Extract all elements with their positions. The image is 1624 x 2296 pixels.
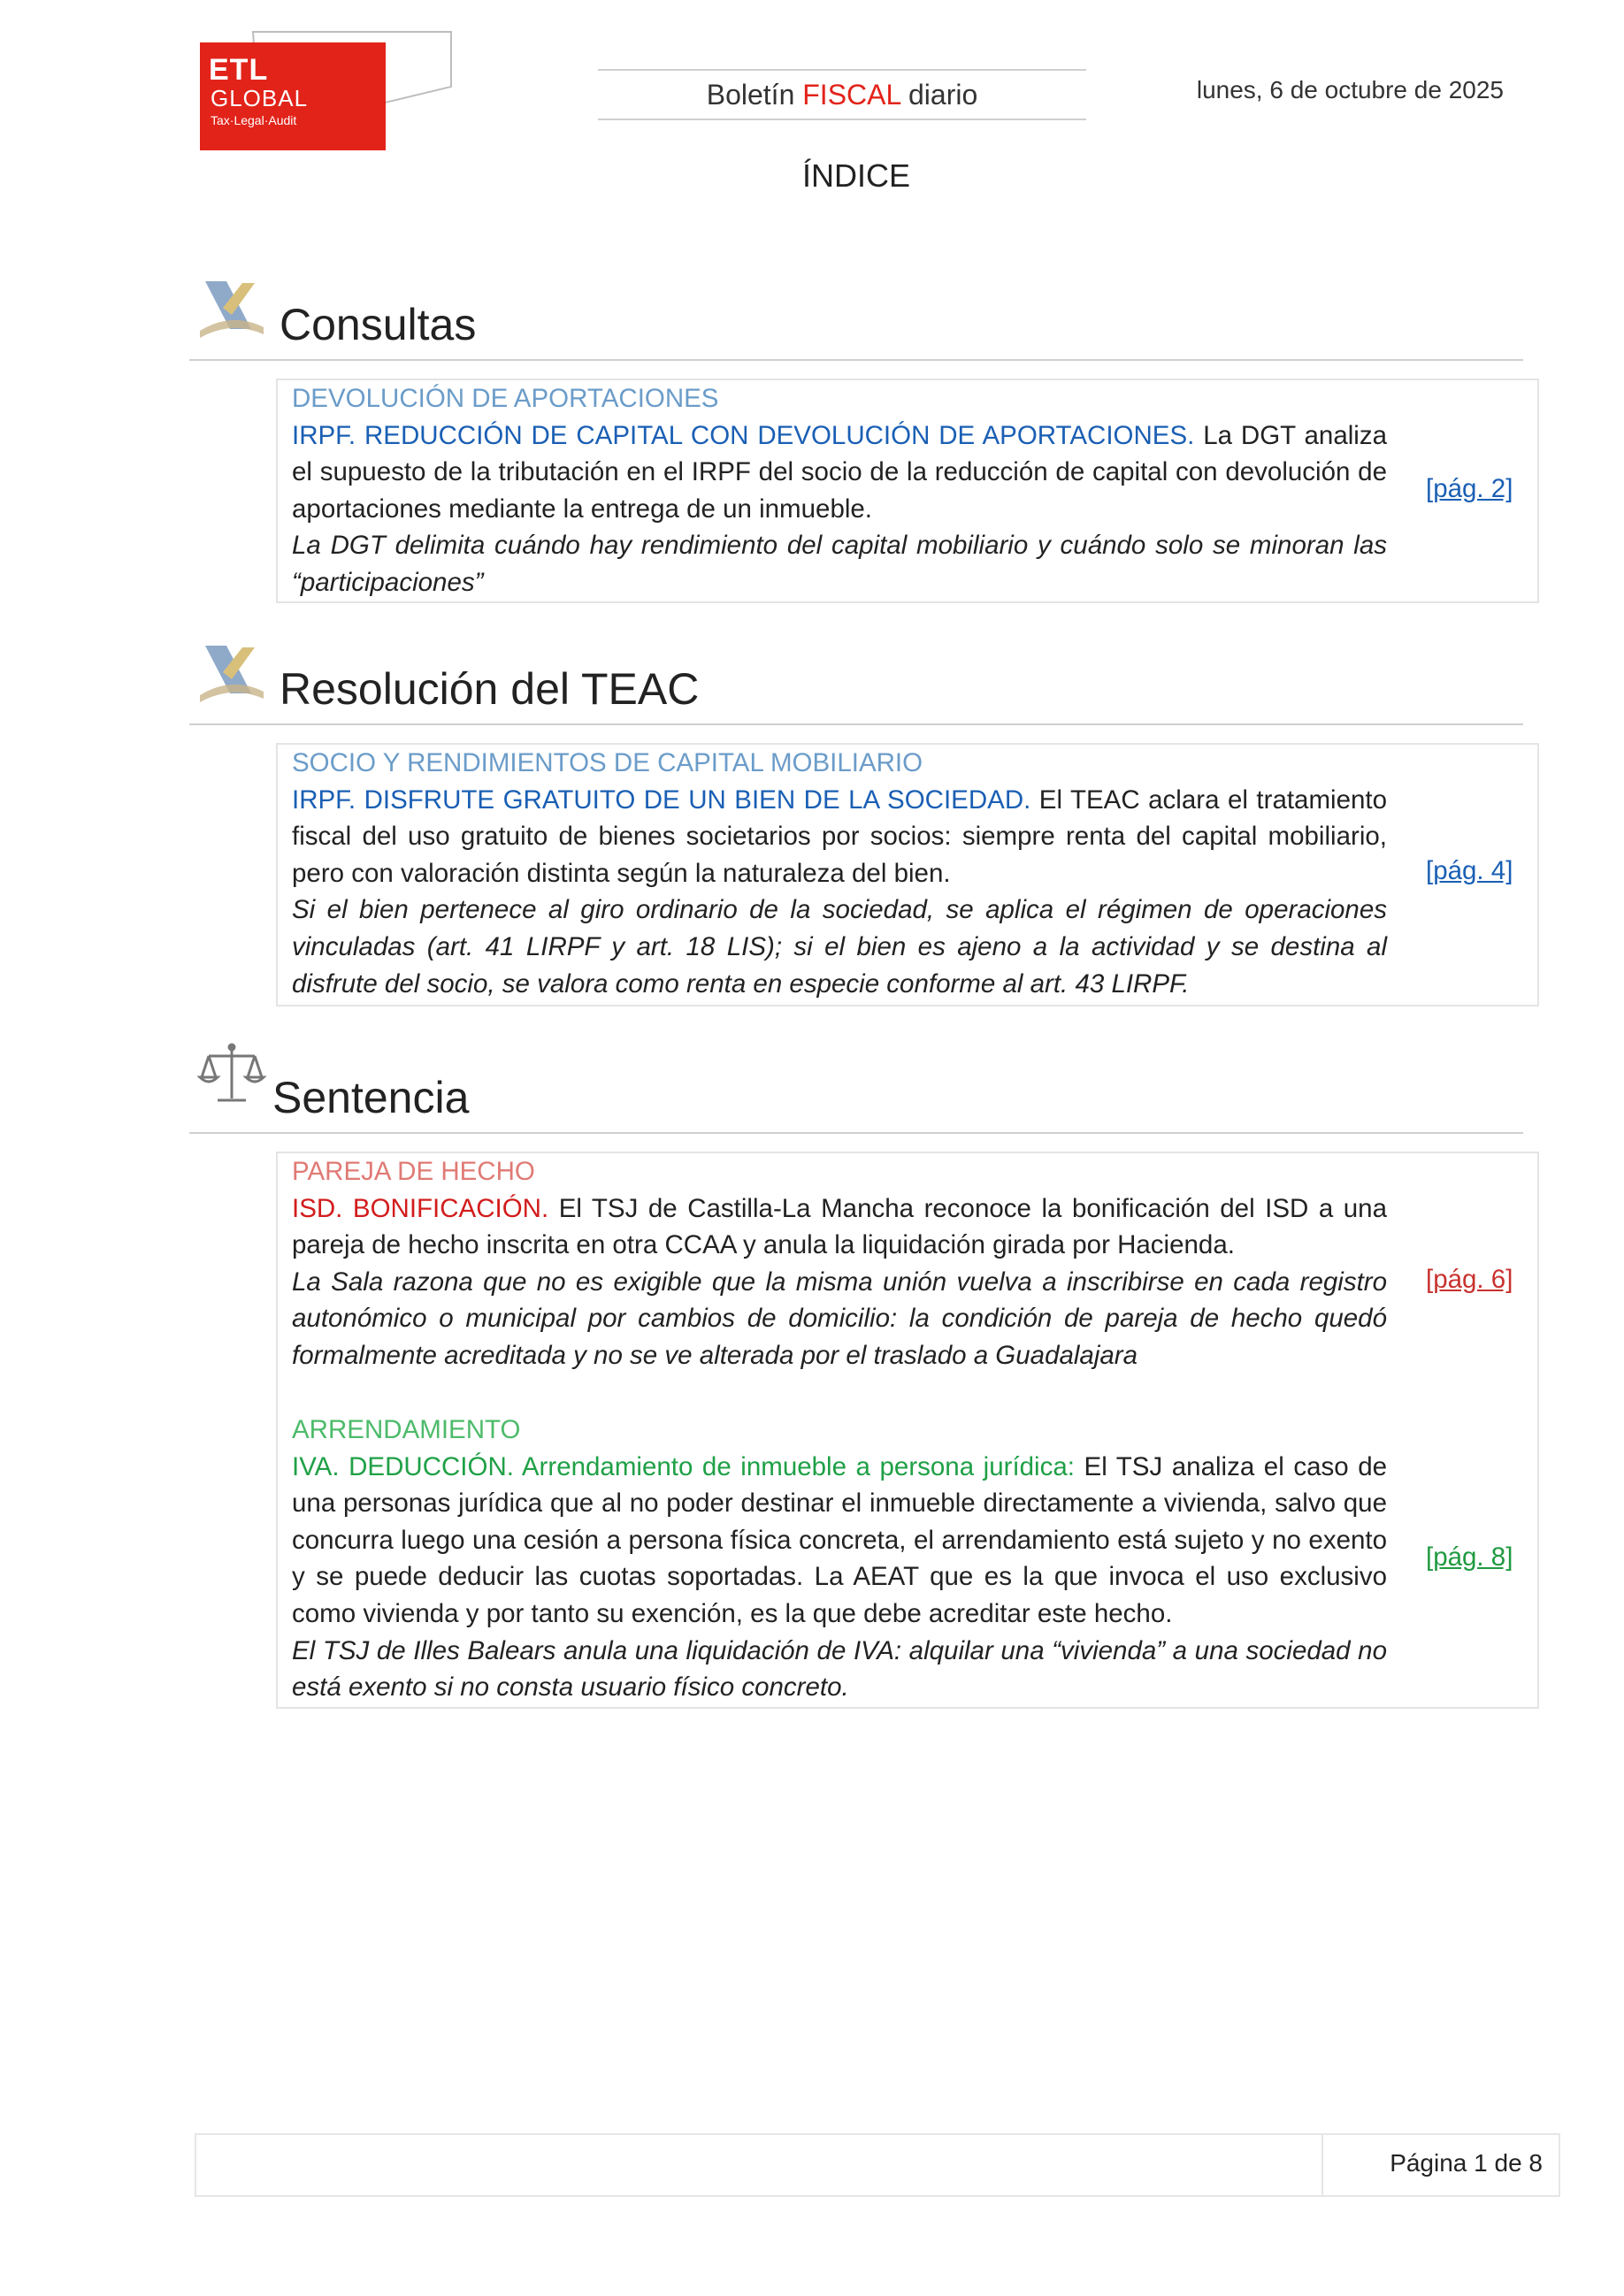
entry-summary: El TSJ de Illes Balears anula una liquidación de IVA: alquilar una “vivienda” a una sociedad no está exento si no consta usuario físico concreto. [292,1635,1387,1703]
page-ref-link[interactable]: [pág. 4] [1426,856,1513,885]
index-entry [292,1153,1387,1374]
entry-headline[interactable]: IRPF. DISFRUTE GRATUITO DE UN BIEN DE LA SOCIEDAD. [292,784,1031,815]
logo-etl: ETL [209,53,269,87]
aeat-logo-icon [196,276,267,347]
page-number: Página 1 de 8 [1390,2149,1543,2177]
aeat-logo-icon [196,640,267,711]
bulletin-suffix: diario [900,79,978,111]
entry-headline[interactable]: ISD. BONIFICACIÓN. [292,1193,549,1223]
bulletin-highlight: FISCAL [802,79,901,111]
section-divider [189,1132,1523,1134]
entry-body: El TEAC aclara el tratamiento fiscal del uso gratuito de bienes societarios por socios: siempre renta del capital mobiliario, pero con valoración distinta según la naturaleza del bien. [292,784,1387,888]
entry-headline[interactable]: IRPF. REDUCCIÓN DE CAPITAL CON DEVOLUCIÓN DE APORTACIONES. [292,420,1195,450]
section-title: Sentencia [272,1073,470,1122]
index-entry [292,1412,1387,1706]
entry-headline[interactable]: IVA. DEDUCCIÓN. Arrendamiento de inmueble a persona jurídica: [292,1451,1075,1481]
index-entry [292,745,1387,1002]
page-ref-link[interactable]: [pág. 6] [1426,1265,1513,1294]
entry-summary: Si el bien pertenece al giro ordinario de la sociedad, se aplica el régimen de operaciones vinculadas (art. 41 LIRPF y art. 18 LIS); si el bien es ajeno a la actividad y se destina al disfrute del socio, se valora como renta en especie conforme al art. 43 LIRPF. [292,895,1387,999]
section-divider [189,359,1523,361]
section-title: Consultas [280,300,477,349]
bulletin-prefix: Boletín [706,79,803,111]
section-divider [189,723,1523,725]
entry-summary: La Sala razona que no es exigible que la misma unión vuelva a inscribirse en cada registro autonómico o municipal por cambios de domicilio: la condición de pareja de hecho quedó formalmente acreditada y no se ve alterada por el traslado a Guadalajara [292,1267,1387,1370]
entry-category: ARRENDAMIENTO [292,1415,521,1444]
logo-red-block [200,42,386,150]
etl-global-logo [196,30,462,154]
page-ref-link[interactable]: [pág. 8] [1426,1542,1513,1572]
bulletin-date: lunes, 6 de octubre de 2025 [1196,76,1504,103]
entry-summary: La DGT delimita cuándo hay rendimiento del capital mobiliario y cuándo solo se minoran las “participaciones” [292,531,1387,597]
index-title: ÍNDICE [801,157,910,194]
entry-category: SOCIO Y RENDIMIENTOS DE CAPITAL MOBILIARIO [292,748,923,777]
index-entry [292,380,1387,601]
section-title: Resolución del TEAC [280,664,700,714]
entry-category: PAREJA DE HECHO [292,1157,535,1186]
logo-global: GLOBAL [211,85,309,111]
footer-divider [1321,2135,1323,2195]
entry-category: DEVOLUCIÓN DE APORTACIONES [292,384,719,413]
logo-tagline: Tax·Legal·Audit [211,113,297,127]
bulletin-title [598,69,1086,120]
entry-body: La DGT analiza el supuesto de la tributación en el IRPF del socio de la reducción de capital con devolución de aportaciones mediante la entrega de un inmueble. [292,420,1388,524]
entry-body: El TSJ analiza el caso de una personas jurídica que al no poder destinar el inmueble directamente a vivienda, salvo que concurra luego una cesión a persona física concreta, el arrendamiento está sujeto y no exento y se puede deducir las cuotas soportadas. La AEAT que es la que invoca el uso exclusivo como vivienda y por tanto su exención, es la que debe acreditar este hecho. [292,1451,1388,1628]
scales-of-justice-icon [196,1040,267,1111]
entry-body: El TSJ de Castilla-La Mancha reconoce la bonificación del ISD a una pareja de hecho inscrita en otra CCAA y anula la liquidación girada por Hacienda. [292,1193,1387,1260]
page-footer [195,2133,1560,2197]
page-ref-link[interactable]: [pág. 2] [1426,474,1513,503]
